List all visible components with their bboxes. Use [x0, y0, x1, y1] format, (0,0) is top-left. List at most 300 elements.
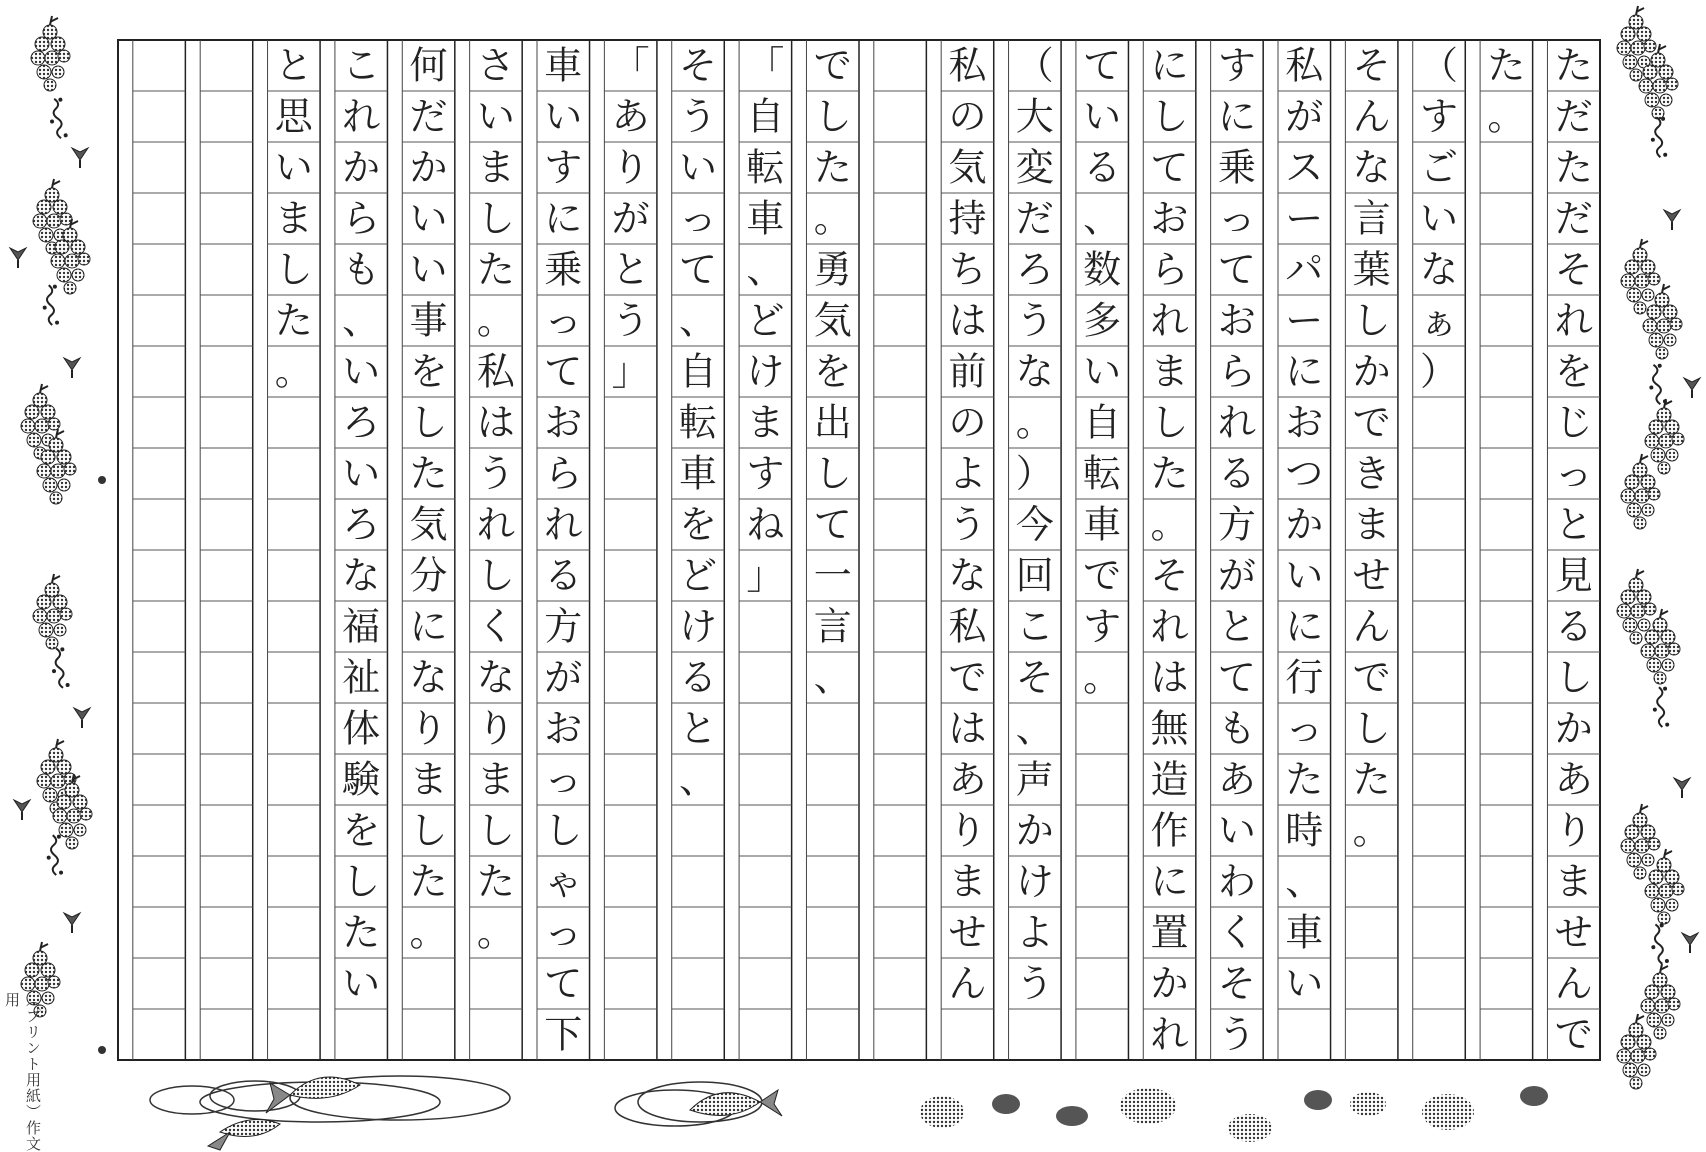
manuscript-char: 祉: [342, 655, 381, 700]
manuscript-char: 車: [544, 43, 583, 88]
manuscript-char: り: [948, 808, 987, 853]
sprout-vine-icon: [1649, 117, 1668, 158]
manuscript-char: し: [813, 451, 852, 496]
manuscript-char: 。: [1352, 808, 1391, 853]
grape-cluster-icon: [33, 574, 72, 649]
manuscript-char: 出: [813, 400, 852, 445]
manuscript-char: を: [1554, 349, 1593, 394]
leaf-bud-icon: [1684, 378, 1700, 398]
manuscript-char: 声: [1015, 757, 1054, 802]
leaf-bud-icon: [1674, 778, 1690, 798]
manuscript-char: た: [274, 298, 313, 343]
manuscript-char: あ: [1217, 757, 1256, 802]
manuscript-char: 、: [746, 247, 785, 292]
leaf-bud-icon: [74, 708, 90, 728]
manuscript-char: い: [1083, 349, 1122, 394]
left-border-decoration: [10, 16, 106, 1054]
manuscript-char: 方: [1217, 502, 1256, 547]
manuscript-char: う: [1015, 298, 1054, 343]
manuscript-char: 私: [476, 349, 515, 394]
leaf-bud-icon: [72, 148, 88, 168]
manuscript-char: そ: [1554, 247, 1593, 292]
manuscript-char: ど: [678, 553, 718, 598]
manuscript-char: し: [1150, 400, 1189, 445]
manuscript-char: い: [342, 961, 381, 1006]
leaf-bud-icon: [64, 913, 80, 933]
manuscript-char: で: [1554, 1012, 1593, 1057]
manuscript-char: う: [678, 94, 718, 139]
manuscript-char: ち: [948, 247, 987, 292]
manuscript-char: う: [1015, 961, 1054, 1006]
manuscript-char: せ: [948, 910, 987, 955]
manuscript-char: 時: [1285, 808, 1324, 853]
manuscript-char: し: [342, 859, 381, 904]
manuscript-char: し: [1150, 94, 1189, 139]
right-border-decoration: [1617, 6, 1700, 1089]
manuscript-char: あ: [948, 757, 987, 802]
manuscript-char: 車: [678, 451, 718, 496]
manuscript-char: 。: [1015, 400, 1054, 445]
manuscript-char: に: [1150, 43, 1189, 88]
manuscript-char: 自: [678, 349, 718, 394]
manuscript-char: た: [409, 859, 448, 904]
manuscript-char: 事: [409, 298, 448, 343]
manuscript-char: た: [1554, 145, 1593, 190]
manuscript-char: い: [1285, 553, 1324, 598]
manuscript-char: う: [1217, 1012, 1256, 1057]
leaf-bud-icon: [64, 358, 80, 378]
manuscript-char: か: [1015, 808, 1054, 853]
manuscript-char: く: [1217, 910, 1256, 955]
manuscript-char: （: [1419, 43, 1459, 88]
manuscript-char: ら: [1150, 247, 1189, 292]
manuscript-char: た: [476, 247, 515, 292]
manuscript-char: 乗: [544, 247, 583, 292]
manuscript-char: っ: [544, 757, 583, 802]
manuscript-char: す: [1419, 94, 1459, 139]
manuscript-char: ね: [746, 502, 785, 547]
manuscript-char: を: [342, 808, 381, 853]
manuscript-char: と: [611, 247, 650, 292]
manuscript-char: 。: [813, 196, 852, 241]
manuscript-char: な: [1419, 247, 1459, 292]
manuscript-char: た: [1150, 451, 1189, 496]
manuscript-char: （: [1015, 43, 1054, 88]
manuscript-char: く: [476, 604, 515, 649]
manuscript-char: ん: [948, 961, 987, 1006]
manuscript-char: す: [746, 451, 785, 496]
manuscript-char: に: [1285, 349, 1324, 394]
manuscript-char: そ: [1015, 655, 1054, 700]
manuscript-char: で: [1352, 400, 1391, 445]
manuscript-char: じ: [1554, 400, 1593, 445]
manuscript-char: あ: [1554, 757, 1593, 802]
manuscript-char: も: [342, 247, 381, 292]
manuscript-char: ま: [948, 859, 987, 904]
manuscript-char: れ: [1554, 298, 1593, 343]
manuscript-char: 私: [948, 43, 987, 88]
manuscript-char: た: [476, 859, 515, 904]
manuscript-char: れ: [1150, 298, 1189, 343]
sprout-vine-icon: [41, 284, 60, 325]
manuscript-char: し: [409, 400, 448, 445]
manuscript-char: し: [544, 808, 583, 853]
manuscript-char: い: [1083, 94, 1122, 139]
manuscript-char: れ: [476, 502, 515, 547]
manuscript-char: 。: [274, 349, 313, 394]
manuscript-char: 自: [746, 94, 785, 139]
manuscript-char: ご: [1419, 145, 1459, 190]
manuscript-char: ま: [746, 400, 785, 445]
manuscript-char: ま: [476, 145, 515, 190]
manuscript-char: 無: [1150, 706, 1189, 751]
manuscript-char: わ: [1217, 859, 1256, 904]
leaf-bud-icon: [1664, 210, 1680, 230]
manuscript-char: れ: [1217, 400, 1256, 445]
manuscript-char: ま: [1352, 502, 1391, 547]
grape-cluster-icon: [1639, 44, 1678, 119]
manuscript-char: れ: [1150, 604, 1189, 649]
manuscript-char: 転: [746, 145, 785, 190]
manuscript-char: す: [544, 145, 583, 190]
leaf-bud-icon: [1682, 933, 1698, 953]
manuscript-char: 。: [1150, 502, 1189, 547]
manuscript-char: お: [544, 400, 583, 445]
manuscript-char: 回: [1015, 553, 1054, 598]
manuscript-char: し: [1554, 655, 1593, 700]
manuscript-char: し: [409, 808, 448, 853]
manuscript-char: 、: [1015, 706, 1054, 751]
manuscript-char: 車: [1083, 502, 1122, 547]
manuscript-char: を: [678, 502, 718, 547]
manuscript-char: 持: [948, 196, 987, 241]
goldfish-icon: [690, 1090, 782, 1116]
manuscript-char: は: [948, 298, 987, 343]
grape-cluster-icon: [1645, 399, 1684, 474]
manuscript-char: お: [1217, 298, 1256, 343]
manuscript-char: 、: [678, 298, 718, 343]
manuscript-char: に: [1217, 94, 1256, 139]
manuscript-char: っ: [678, 196, 718, 241]
manuscript-char: い: [678, 145, 718, 190]
grape-cluster-icon: [1621, 454, 1660, 529]
manuscript-char: せ: [1352, 553, 1391, 598]
manuscript-char: ん: [1554, 961, 1593, 1006]
manuscript-char: お: [1285, 400, 1324, 445]
manuscript-char: 転: [1083, 451, 1122, 496]
manuscript-char: ろ: [1015, 247, 1054, 292]
manuscript-char: し: [1352, 298, 1391, 343]
manuscript-char: っ: [544, 298, 583, 343]
manuscript-char: に: [544, 196, 583, 241]
manuscript-char: 言: [813, 604, 852, 649]
manuscript-char: 下: [544, 1012, 583, 1057]
manuscript-char: も: [1217, 706, 1256, 751]
manuscript-char: 、: [342, 298, 381, 343]
manuscript-char: は: [476, 400, 515, 445]
manuscript-char: 福: [342, 604, 381, 649]
manuscript-char: な: [476, 655, 515, 700]
manuscript-char: い: [544, 94, 583, 139]
manuscript-char: 私: [1285, 43, 1324, 88]
manuscript-char: た: [813, 145, 852, 190]
manuscript-char: り: [476, 706, 515, 751]
manuscript-char: す: [1217, 43, 1256, 88]
bottom-decoration: [150, 1076, 1548, 1150]
manuscript-char: 。: [476, 298, 515, 343]
manuscript-char: 分: [409, 553, 448, 598]
manuscript-char: い: [409, 247, 448, 292]
manuscript-char: だ: [1554, 94, 1593, 139]
manuscript-char: 、: [678, 757, 718, 802]
manuscript-char: せ: [1554, 910, 1593, 955]
grape-cluster-icon: [31, 16, 70, 91]
manuscript-char: っ: [1285, 706, 1324, 751]
manuscript-char: こ: [1015, 604, 1054, 649]
manuscript-char: は: [1150, 655, 1189, 700]
manuscript-char: ま: [409, 757, 448, 802]
manuscript-char: 置: [1150, 910, 1189, 955]
manuscript-char: で: [948, 655, 987, 700]
manuscript-char: た: [342, 910, 381, 955]
manuscript-char: っ: [544, 910, 583, 955]
manuscript-char: る: [1217, 451, 1256, 496]
manuscript-char: 葉: [1352, 247, 1391, 292]
manuscript-char: ま: [1150, 349, 1189, 394]
manuscript-char: パ: [1285, 247, 1324, 292]
manuscript-char: だ: [409, 94, 448, 139]
paper-label: （プリント用紙）作文用: [3, 992, 42, 1152]
manuscript-char: て: [1217, 247, 1256, 292]
manuscript-char: 転: [678, 400, 718, 445]
manuscript-char: 」: [746, 553, 785, 598]
manuscript-char: い: [342, 349, 381, 394]
manuscript-char: し: [476, 196, 515, 241]
manuscript-char: っ: [1554, 451, 1593, 496]
manuscript-char: ん: [1352, 604, 1391, 649]
manuscript-char: れ: [342, 94, 381, 139]
leaf-bud-icon: [14, 800, 30, 820]
manuscript-char: 前: [948, 349, 987, 394]
manuscript-char: う: [611, 298, 650, 343]
manuscript-char: か: [342, 145, 381, 190]
manuscript-char: ん: [1352, 94, 1391, 139]
manuscript-char: ま: [1554, 859, 1593, 904]
manuscript-char: お: [544, 706, 583, 751]
manuscript-char: 「: [746, 43, 785, 88]
sprout-vine-icon: [45, 834, 64, 875]
manuscript-char: と: [678, 706, 718, 751]
manuscript-char: 思: [274, 94, 313, 139]
manuscript-char: り: [409, 706, 448, 751]
manuscript-char: 作: [1150, 808, 1189, 853]
manuscript-char: な: [1015, 349, 1054, 394]
manuscript-char: て: [813, 502, 852, 547]
manuscript-char: ス: [1285, 145, 1324, 190]
manuscript-char: 、: [1083, 196, 1122, 241]
manuscript-char: 。: [476, 910, 515, 955]
manuscript-char: ー: [1285, 196, 1324, 241]
manuscript-char: 多: [1083, 298, 1122, 343]
grape-cluster-icon: [1641, 964, 1680, 1039]
manuscript-char: を: [813, 349, 852, 394]
manuscript-char: た: [1487, 43, 1526, 88]
manuscript-char: こ: [342, 43, 381, 88]
manuscript-char: ま: [274, 196, 313, 241]
manuscript-char: て: [1083, 43, 1122, 88]
manuscript-char: 乗: [1217, 145, 1256, 190]
manuscript-char: に: [409, 604, 448, 649]
manuscript-char: 私: [948, 604, 987, 649]
manuscript-char: う: [476, 451, 515, 496]
manuscript-char: ま: [476, 757, 515, 802]
manuscript-char: て: [678, 247, 718, 292]
manuscript-char: 方: [544, 604, 583, 649]
manuscript-char: う: [948, 502, 987, 547]
manuscript-char: い: [1217, 808, 1256, 853]
manuscript-char: 、: [1285, 859, 1324, 904]
manuscript-char: は: [948, 706, 987, 751]
sprout-vine-icon: [1646, 363, 1669, 405]
manuscript-char: 一: [813, 553, 852, 598]
leaf-bud-icon: [10, 248, 26, 268]
manuscript-char: て: [544, 349, 583, 394]
manuscript-char: 見: [1554, 553, 1593, 598]
manuscript-char: の: [948, 94, 987, 139]
sprout-vine-icon: [1648, 923, 1671, 965]
manuscript-char: る: [1554, 604, 1593, 649]
manuscript-char: 勇: [813, 247, 852, 292]
manuscript-char: い: [409, 196, 448, 241]
manuscript-char: と: [1217, 604, 1256, 649]
manuscript-char: て: [544, 961, 583, 1006]
manuscript-char: り: [611, 145, 650, 190]
sprout-vine-icon: [1651, 686, 1670, 727]
manuscript-char: 気: [409, 502, 448, 547]
manuscript-char: な: [409, 655, 448, 700]
manuscript-char: ら: [342, 196, 381, 241]
manuscript-char: で: [813, 43, 852, 88]
manuscript-char: る: [1083, 145, 1122, 190]
manuscript-char: っ: [1217, 196, 1256, 241]
manuscript-char: な: [948, 553, 987, 598]
manuscript-char: 、: [813, 655, 852, 700]
manuscript-char: 車: [1285, 910, 1324, 955]
dotted-bubble-icon: [920, 1086, 1548, 1142]
manuscript-char: 行: [1285, 655, 1324, 700]
manuscript-char: 」: [611, 349, 650, 394]
manuscript-char: が: [544, 655, 583, 700]
manuscript-char: 気: [948, 145, 987, 190]
manuscript-char: て: [1150, 145, 1189, 190]
manuscript-char: れ: [1150, 1012, 1189, 1057]
manuscript-char: が: [1285, 94, 1324, 139]
manuscript-char: き: [1352, 451, 1391, 496]
manuscript-char: な: [1352, 145, 1391, 190]
manuscript-char: ろ: [342, 502, 381, 547]
manuscript-char: つ: [1285, 451, 1324, 496]
manuscript-char: そ: [1217, 961, 1256, 1006]
manuscript-char: 「: [611, 43, 650, 88]
manuscript-char: ら: [544, 451, 583, 496]
manuscript-char: い: [476, 94, 515, 139]
manuscript-char: そ: [1352, 43, 1391, 88]
manuscript-char: し: [476, 553, 515, 598]
manuscript-char: し: [1352, 706, 1391, 751]
manuscript-char: 自: [1083, 400, 1122, 445]
manuscript-char: か: [1554, 706, 1593, 751]
manuscript-char: で: [1083, 553, 1122, 598]
manuscript-char: そ: [678, 43, 718, 88]
manuscript-char: と: [1554, 502, 1593, 547]
manuscript-char: か: [409, 145, 448, 190]
manuscript-char: い: [274, 145, 313, 190]
manuscript-char: い: [342, 451, 381, 496]
manuscript-char: を: [409, 349, 448, 394]
manuscript-char: に: [1150, 859, 1189, 904]
manuscript-char: ー: [1285, 298, 1324, 343]
manuscript-char: 験: [342, 757, 381, 802]
manuscript-char: 言: [1352, 196, 1391, 241]
sprout-vine-icon: [48, 647, 71, 689]
manuscript-char: が: [611, 196, 650, 241]
genkou-grid: [118, 40, 1600, 1060]
sprout-vine-icon: [46, 97, 69, 139]
manuscript-char: 体: [342, 706, 381, 751]
manuscript-char: い: [1419, 196, 1459, 241]
manuscript-char: に: [1285, 604, 1324, 649]
grape-cluster-icon: [1621, 239, 1660, 314]
manuscript-char: か: [1352, 349, 1391, 394]
manuscript-char: る: [678, 655, 718, 700]
manuscript-char: 変: [1015, 145, 1054, 190]
manuscript-char: 造: [1150, 757, 1189, 802]
manuscript-char: の: [948, 400, 987, 445]
manuscript-char: い: [1285, 961, 1324, 1006]
manuscript-char: 大: [1015, 94, 1054, 139]
manuscript-char: た: [1285, 757, 1324, 802]
manuscript-char: ）: [1015, 451, 1054, 496]
manuscript-char: た: [409, 451, 448, 496]
manuscript-char: ぁ: [1419, 298, 1459, 343]
manuscript-char: 今: [1015, 502, 1054, 547]
manuscript-char: た: [1352, 757, 1391, 802]
manuscript-char: が: [1217, 553, 1256, 598]
manuscript-char: て: [1217, 655, 1256, 700]
manuscript-char: お: [1150, 196, 1189, 241]
manuscript-char: た: [1554, 43, 1593, 88]
manuscript-char: で: [1352, 655, 1391, 700]
manuscript-char: 何: [409, 43, 448, 88]
manuscript-char: 気: [813, 298, 852, 343]
manuscript-char: 。: [409, 910, 448, 955]
manuscript-char: あ: [611, 94, 650, 139]
manuscript-char: よ: [948, 451, 987, 496]
manuscript-char: と: [274, 43, 313, 88]
manuscript-char: だ: [1015, 196, 1054, 241]
manuscript-char: ゃ: [544, 859, 583, 904]
manuscript-char: よ: [1015, 910, 1054, 955]
manuscript-char: し: [274, 247, 313, 292]
manuscript-char: 車: [746, 196, 785, 241]
manuscript-char: け: [746, 349, 785, 394]
manuscript-char: ら: [1217, 349, 1256, 394]
manuscript-char: か: [1150, 961, 1189, 1006]
manuscript-char: れ: [544, 502, 583, 547]
manuscript-char: ろ: [342, 400, 381, 445]
manuscript-char: だ: [1554, 196, 1593, 241]
manuscript-char: か: [1285, 502, 1324, 547]
